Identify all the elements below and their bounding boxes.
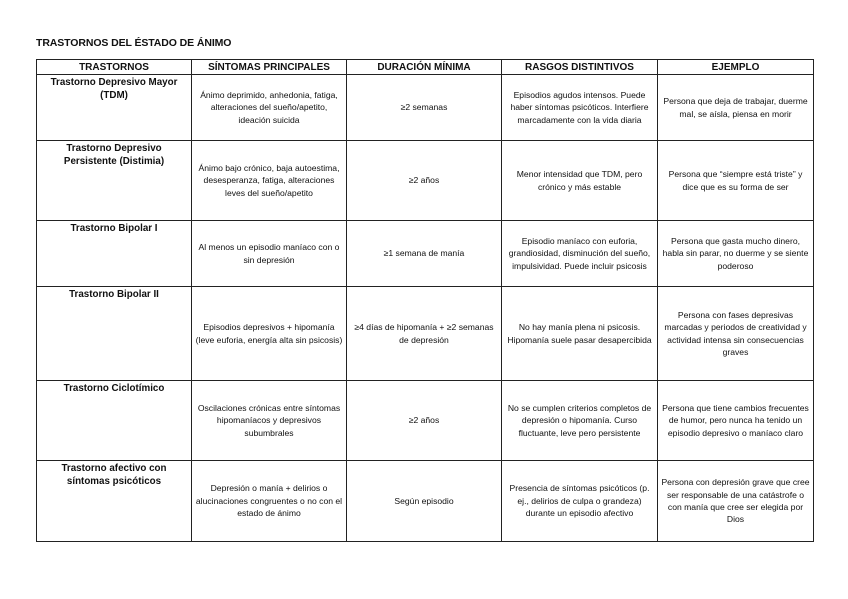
disorder-name: Trastorno afectivo con síntomas psicóticos: [37, 461, 192, 542]
duration-cell: ≥4 días de hipomanía + ≥2 semanas de depresión: [347, 287, 502, 381]
features-cell: Menor intensidad que TDM, pero crónico y más estable: [502, 141, 658, 221]
table-row: [37, 381, 814, 461]
example-cell: Persona con depresión grave que cree ser responsable de una catástrofe o con manía que cree ser elegida por Dios: [658, 461, 814, 542]
disorder-name: Trastorno Depresivo Persistente (Distimia): [37, 141, 192, 221]
duration-cell: ≥2 años: [347, 141, 502, 221]
header-sintomas: SÍNTOMAS PRINCIPALES: [192, 60, 347, 75]
features-cell: Episodio maníaco con euforia, grandiosidad, disminución del sueño, impulsividad. Puede incluir psicosis: [502, 221, 658, 287]
symptoms-cell: Depresión o manía + delirios o alucinaciones congruentes o no con el estado de ánimo: [192, 461, 347, 542]
symptoms-cell: Ánimo deprimido, anhedonia, fatiga, alteraciones del sueño/apetito, ideación suicida: [192, 75, 347, 141]
mood-disorders-table: [36, 59, 814, 542]
example-cell: Persona con fases depresivas marcadas y periodos de creatividad y actividad intensa sin consecuencias graves: [658, 287, 814, 381]
symptoms-cell: Episodios depresivos + hipomanía (leve euforia, energía alta sin psicosis): [192, 287, 347, 381]
disorder-name: Trastorno Depresivo Mayor (TDM): [37, 75, 192, 141]
duration-cell: ≥2 años: [347, 381, 502, 461]
table-row: [37, 141, 814, 221]
symptoms-cell: Al menos un episodio maníaco con o sin depresión: [192, 221, 347, 287]
disorder-name: Trastorno Bipolar I: [37, 221, 192, 287]
table-row: [37, 75, 814, 141]
features-cell: Presencia de síntomas psicóticos (p. ej., delirios de culpa o grandeza) durante un episodio afectivo: [502, 461, 658, 542]
example-cell: Persona que gasta mucho dinero, habla sin parar, no duerme y se siente poderoso: [658, 221, 814, 287]
disorder-name: Trastorno Bipolar II: [37, 287, 192, 381]
features-cell: Episodios agudos intensos. Puede haber síntomas psicóticos. Interfiere marcadamente con la vida diaria: [502, 75, 658, 141]
header-duracion: DURACIÓN MÍNIMA: [347, 60, 502, 75]
table-row: [37, 221, 814, 287]
header-ejemplo: EJEMPLO: [658, 60, 814, 75]
features-cell: No se cumplen criterios completos de depresión o hipomanía. Curso fluctuante, leve pero persistente: [502, 381, 658, 461]
document-title: TRASTORNOS DEL ÉSTADO DE ÁNIMO: [36, 37, 232, 49]
disorder-name: Trastorno Ciclotímico: [37, 381, 192, 461]
example-cell: Persona que “siempre está triste” y dice que es su forma de ser: [658, 141, 814, 221]
table-header-row: [37, 60, 814, 75]
duration-cell: ≥2 semanas: [347, 75, 502, 141]
table-row: [37, 287, 814, 381]
example-cell: Persona que deja de trabajar, duerme mal, se aísla, piensa en morir: [658, 75, 814, 141]
header-trastornos: TRASTORNOS: [37, 60, 192, 75]
duration-cell: Según episodio: [347, 461, 502, 542]
symptoms-cell: Ánimo bajo crónico, baja autoestima, desesperanza, fatiga, alteraciones leves del sueño/apetito: [192, 141, 347, 221]
duration-cell: ≥1 semana de manía: [347, 221, 502, 287]
features-cell: No hay manía plena ni psicosis. Hipomanía suele pasar desapercibida: [502, 287, 658, 381]
header-rasgos: RASGOS DISTINTIVOS: [502, 60, 658, 75]
table-row: [37, 461, 814, 542]
example-cell: Persona que tiene cambios frecuentes de humor, pero nunca ha tenido un episodio depresivo o maníaco claro: [658, 381, 814, 461]
symptoms-cell: Oscilaciones crónicas entre síntomas hipomaníacos y depresivos subumbrales: [192, 381, 347, 461]
